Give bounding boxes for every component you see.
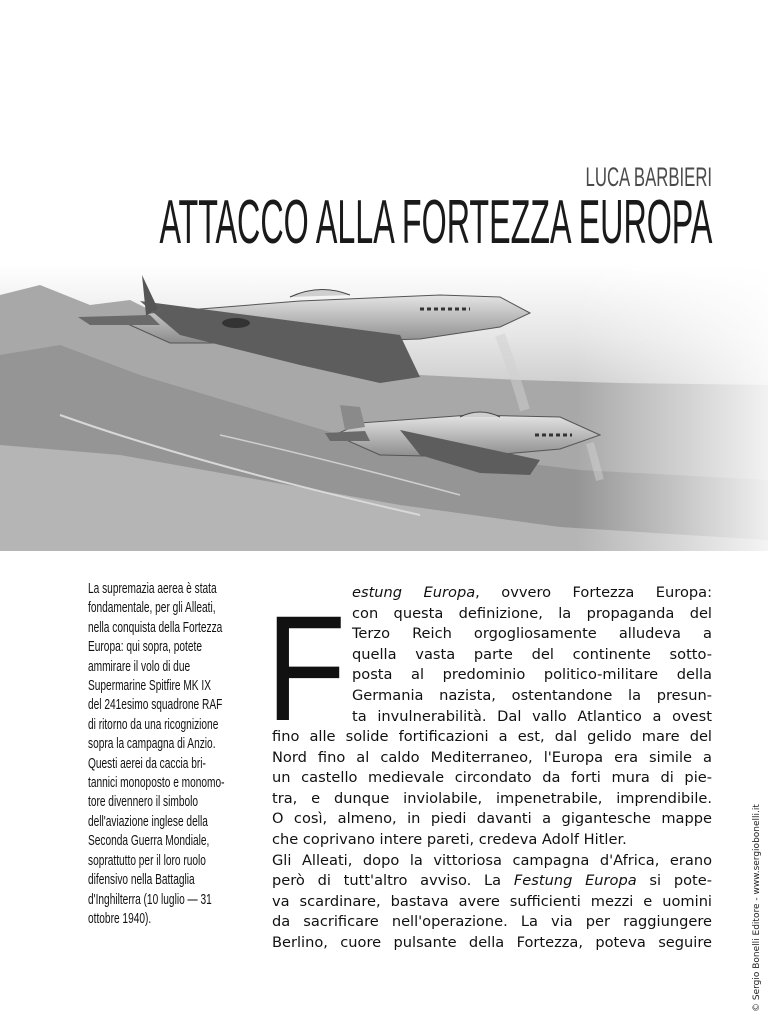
article-line <box>272 871 712 892</box>
article-line: quella vasta parte del continente sotto- <box>352 645 712 663</box>
article-line <box>352 583 712 604</box>
caption-line: dell'aviazione inglese della <box>88 813 208 830</box>
article-line: tra, e dunque inviolabile, impenetrabile, imprendibile. <box>272 789 712 807</box>
article-line: va scardinare, bastava avere sufficienti mezzi e uomini <box>272 892 712 910</box>
spitfire-photo <box>0 265 768 551</box>
article-line-rest: , ovvero Fortezza Europa: <box>475 584 712 601</box>
caption-line: ottobre 1940). <box>88 910 152 927</box>
article-line: ta invulnerabilità. Dal vallo Atlantico a ovest <box>352 707 712 725</box>
caption-line: sopra la campagna di Anzio. <box>88 736 216 753</box>
caption-line: Europa: qui sopra, potete <box>88 639 202 656</box>
article-body <box>272 727 712 954</box>
article-line: Germania nazista, ostentandone la presun- <box>352 686 712 704</box>
caption-line: nella conquista della Fortezza <box>88 619 223 636</box>
article-line: Gli Alleati, dopo la vittoriosa campagna d'Africa, erano <box>272 851 712 869</box>
article-line: Berlino, cuore pulsante della Fortezza, poteva seguire <box>272 933 712 951</box>
caption-line: fondamentale, per gli Alleati, <box>88 600 216 617</box>
caption-line: tannici monoposto e monomo- <box>88 775 225 792</box>
caption-line: di ritorno da una ricognizione <box>88 716 219 733</box>
caption-line: Seconda Guerra Mondiale, <box>88 833 210 850</box>
caption-line: d'Inghilterra (10 luglio — 31 <box>88 891 212 908</box>
caption-line: Supermarine Spitfire MK IX <box>88 678 211 695</box>
article-line: posta al predominio politico-militare della <box>352 666 712 684</box>
article-line-b: si pote- <box>636 872 712 890</box>
article-line: con questa definizione, la propaganda del <box>352 604 712 622</box>
article-line: O così, almeno, in piedi davanti a gigantesche mappe <box>272 810 712 828</box>
article-title: ATTACCO ALLA FORTEZZA EUROPA <box>159 188 712 257</box>
caption-line: soprattutto per il loro ruolo <box>88 852 206 869</box>
article-line: che coprivano intere pareti, credeva Adolf Hitler. <box>272 830 627 848</box>
drop-cap-letter: F <box>266 584 346 752</box>
caption-line: ammirare il volo di due <box>88 658 191 675</box>
article-line: fino alle solide fortificazioni a est, dal gelido mare del <box>272 728 712 745</box>
article-line: da sacrificare nell'operazione. La via per raggiungere <box>272 913 712 931</box>
drop-cap <box>266 580 346 752</box>
caption-line: tore divennero il simbolo <box>88 794 199 811</box>
author-name: LUCA BARBIERI <box>585 162 712 192</box>
caption-line: del 241esimo squadrone RAF <box>88 697 223 714</box>
caption-line: La supremazia aerea è stata <box>88 581 217 597</box>
article-line-italic: estung Europa <box>352 584 476 601</box>
article-line: Terzo Reich orgogliosamente alludeva a <box>352 625 712 643</box>
article-line-a: però di tutt'altro avviso. La <box>272 872 514 890</box>
copyright-notice: © Sergio Bonelli Editore - www.sergiobonelli.it <box>752 804 762 1012</box>
caption-line: Questi aerei da caccia bri- <box>88 755 206 772</box>
photo-caption <box>88 580 268 929</box>
caption-line: difensivo nella Battaglia <box>88 872 195 889</box>
article-intro <box>352 583 712 727</box>
article-line: Nord fino al caldo Mediterraneo, l'Europa era simile a <box>272 748 712 766</box>
article-line-italic: Festung Europa <box>513 872 637 890</box>
article-line: un castello medievale circondato da forti mura di pie- <box>272 769 712 787</box>
